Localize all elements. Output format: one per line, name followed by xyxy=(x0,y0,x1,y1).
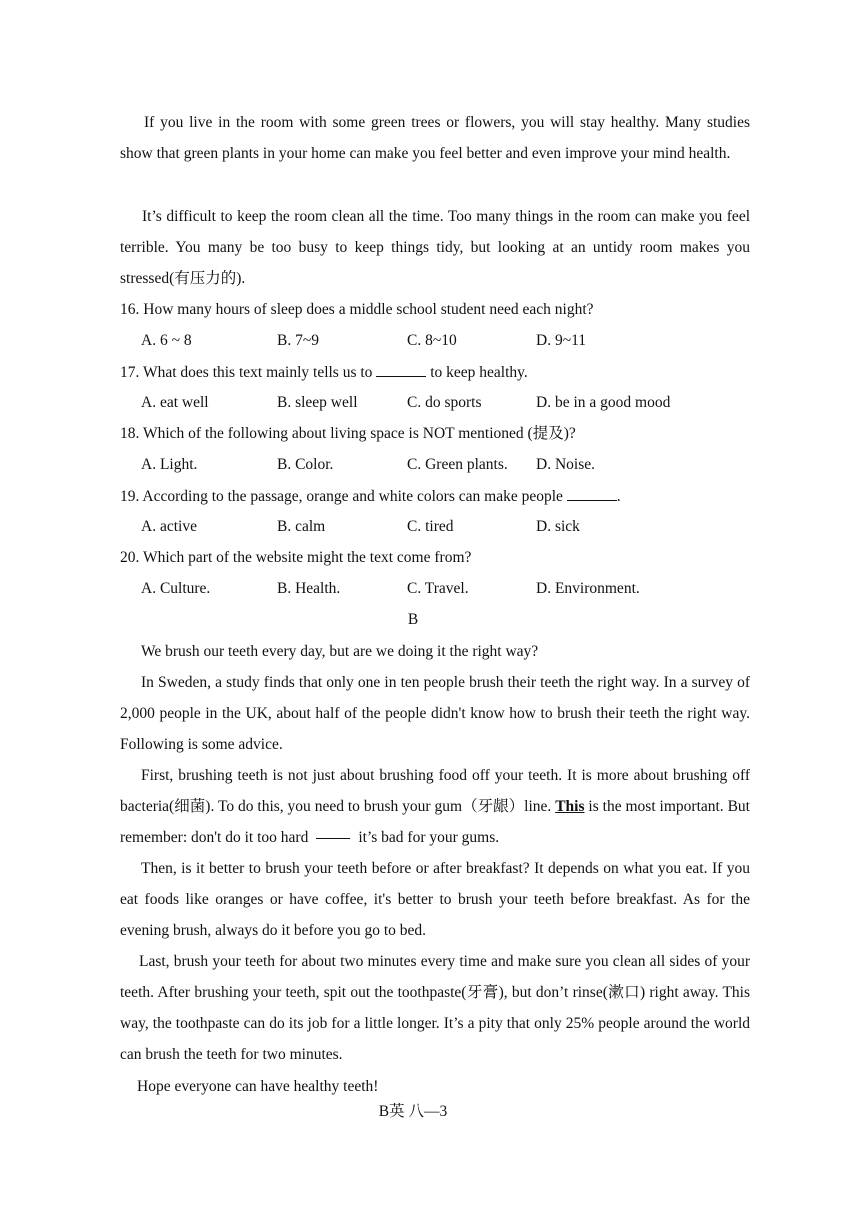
question-17-stem-start: 17. What does this text mainly tells us to xyxy=(120,364,377,381)
option-c: C. 8~10 xyxy=(407,332,457,349)
question-19-stem-end: . xyxy=(616,488,621,505)
option-a: A. active xyxy=(141,518,197,535)
paragraph-clean-room: It’s difficult to keep the room clean all the time. Too many things in the room can make you feel terrible. You many be too busy to keep things tidy, but looking at an untidy room makes you stressed(有压力的). xyxy=(120,208,750,287)
paragraph-b-first-text-3: it’s bad for your gums. xyxy=(358,829,500,846)
paragraph-b-survey: In Sweden, a study finds that only one in ten people brush their teeth the right way. In a survey of 2,000 people in the UK, about half of the people didn't know how to brush their teeth the right way. Following is some advice. xyxy=(120,674,750,753)
paragraph-b-first-text-2: is the most important. But remember: don't do it too hard xyxy=(120,798,750,846)
option-a: A. Light. xyxy=(141,456,198,473)
question-16-options xyxy=(141,331,761,351)
option-b: B. 7~9 xyxy=(277,332,319,349)
dash-rule xyxy=(316,838,350,839)
option-a: A. eat well xyxy=(141,394,209,411)
question-20: 20. Which part of the website might the text come from? xyxy=(120,549,472,566)
question-17-options xyxy=(141,393,761,413)
option-d: D. Environment. xyxy=(536,580,640,597)
option-b: B. calm xyxy=(277,518,326,535)
option-c: C. tired xyxy=(407,518,454,535)
answer-blank xyxy=(376,362,426,377)
option-a: A. 6 ~ 8 xyxy=(141,332,192,349)
answer-blank xyxy=(567,486,617,501)
question-19-stem-start: 19. According to the passage, orange and white colors can make people xyxy=(120,488,567,505)
page-footer: B英 八—3 xyxy=(378,1103,448,1120)
option-c: C. Travel. xyxy=(407,580,469,597)
paragraph-b-last: Last, brush your teeth for about two minutes every time and make sure you clean all sides of your teeth. After brushing your teeth, spit out the toothpaste(牙膏), but don’t rinse(漱口) right away. This way, the toothpaste can do its job for a little longer. It’s a pity that only 25% people around the world can brush the teeth for two minutes. xyxy=(120,953,750,1063)
question-19 xyxy=(120,486,621,507)
option-d: D. Noise. xyxy=(536,456,595,473)
question-18-options xyxy=(141,455,761,475)
option-a: A. Culture. xyxy=(141,580,211,597)
option-b: B. Health. xyxy=(277,580,341,597)
paragraph-b-first-text: First, brushing teeth is not just about brushing food off your teeth. It is more about brushing off bacteria(细菌). To do this, you need to brush your gum（牙龈）line. xyxy=(120,767,750,815)
option-b: B. sleep well xyxy=(277,394,358,411)
paragraph-b-then: Then, is it better to brush your teeth before or after breakfast? It depends on what you eat. If you eat foods like oranges or have coffee, it's better to brush your teeth before breakfast. As for the evening brush, always do it before you go to bed. xyxy=(120,860,750,939)
question-16: 16. How many hours of sleep does a middle school student need each night? xyxy=(120,301,594,318)
option-d: D. sick xyxy=(536,518,580,535)
question-17 xyxy=(120,362,528,383)
paragraph-green-plants: If you live in the room with some green trees or flowers, you will stay healthy. Many studies show that green plants in your home can make you feel better and even improve your mind health. xyxy=(120,114,750,162)
question-17-stem-end: to keep healthy. xyxy=(426,364,528,381)
paragraph-b-closing: Hope everyone can have healthy teeth! xyxy=(137,1078,379,1095)
option-b: B. Color. xyxy=(277,456,334,473)
question-18: 18. Which of the following about living space is NOT mentioned (提及)? xyxy=(120,425,576,442)
question-20-options xyxy=(141,579,761,599)
section-heading-b: B xyxy=(407,611,419,628)
paragraph-b-first xyxy=(120,760,750,853)
option-d: D. be in a good mood xyxy=(536,394,671,411)
paragraph-b-intro: We brush our teeth every day, but are we doing it the right way? xyxy=(141,643,539,660)
question-19-options xyxy=(141,517,761,537)
option-c: C. do sports xyxy=(407,394,482,411)
option-d: D. 9~11 xyxy=(536,332,587,349)
option-c: C. Green plants. xyxy=(407,456,508,473)
underlined-word-this: This xyxy=(555,798,585,815)
